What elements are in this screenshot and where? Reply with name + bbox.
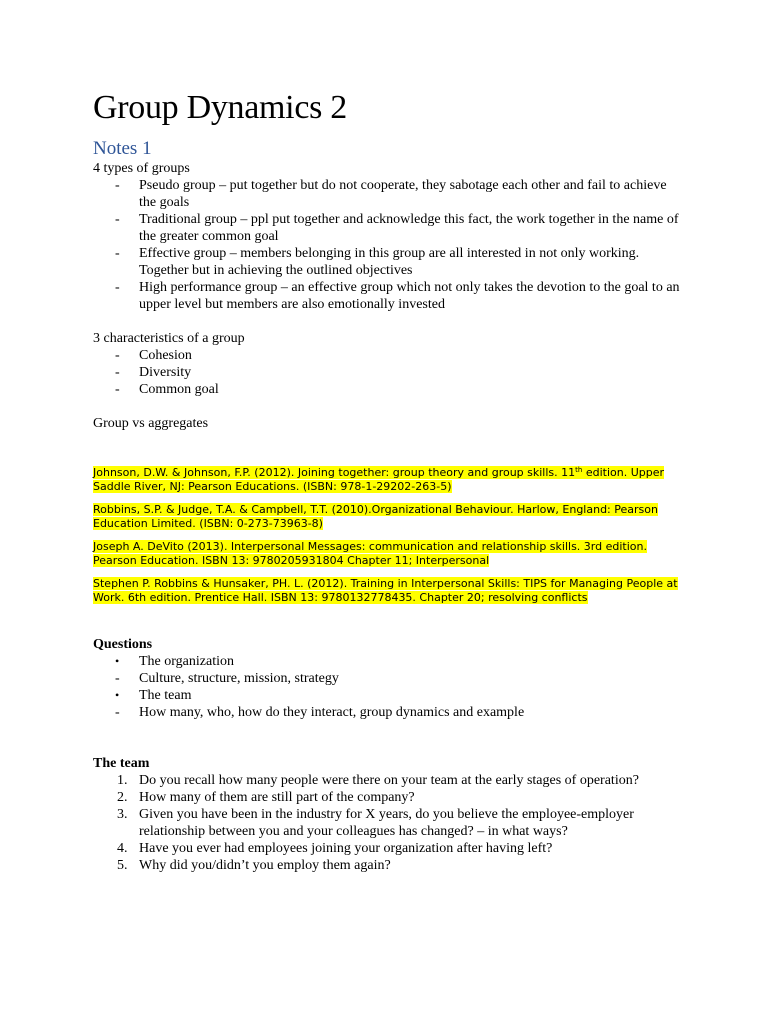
highlighted-text: Joseph A. DeVito (2013). Interpersonal Messages: communication and relationship skills. 3rd edition. Pearson Education. ISBN 13: 9780205931804 Chapter 11; Interpersonal (93, 540, 647, 567)
list-item-text: Given you have been in the industry for X years, do you believe the employee-employer relationship between you and your colleagues has changed? – in what ways? (139, 807, 634, 839)
reference-item (93, 503, 683, 530)
group-types-list (93, 177, 683, 313)
list-item (93, 840, 683, 857)
notes-heading: Notes 1 (93, 138, 152, 159)
number-marker: 5. (117, 858, 128, 873)
dash-marker: - (115, 348, 120, 363)
bullet-marker: • (115, 654, 120, 668)
list-item-text: Culture, structure, mission, strategy (139, 671, 339, 686)
list-item-text: How many, who, how do they interact, group dynamics and example (139, 705, 525, 720)
list-item (93, 347, 683, 364)
list-item (93, 857, 683, 874)
document-page (93, 88, 683, 874)
list-item (93, 687, 683, 704)
list-item (93, 279, 683, 313)
list-item-text: The team (139, 688, 192, 703)
types-intro: 4 types of groups (93, 161, 190, 176)
references-block (93, 466, 683, 604)
team-heading: The team (93, 756, 150, 771)
list-item (93, 806, 683, 840)
questions-list (93, 653, 683, 721)
superscript: th (575, 466, 583, 474)
team-questions-list (93, 772, 683, 874)
highlighted-text: Stephen P. Robbins & Hunsaker, PH. L. (2012). Training in Interpersonal Skills: TIPS for Managing People at Work. 6th edition. Prentice Hall. ISBN 13: 9780132778435. Chapter 20; resolving conflicts (93, 577, 678, 604)
list-item-text: Do you recall how many people were there on your team at the early stages of operation? (139, 773, 639, 788)
list-item-text: Traditional group – ppl put together and acknowledge this fact, the work together in the name of the greater common goal (139, 212, 679, 244)
list-item-text: Effective group – members belonging in this group are all interested in not only working. Together but in achieving the outlined objectives (139, 246, 640, 278)
aggregates-line: Group vs aggregates (93, 416, 209, 431)
characteristics-list (93, 347, 683, 398)
list-item (93, 381, 683, 398)
characteristics-intro: 3 characteristics of a group (93, 331, 245, 346)
list-item-text: Cohesion (139, 348, 192, 363)
dash-marker: - (115, 705, 120, 720)
number-marker: 3. (117, 807, 128, 822)
list-item (93, 245, 683, 279)
list-item (93, 789, 683, 806)
list-item (93, 211, 683, 245)
list-item-text: The organization (139, 654, 234, 669)
list-item (93, 704, 683, 721)
number-marker: 2. (117, 790, 128, 805)
list-item-text: How many of them are still part of the company? (139, 790, 415, 805)
reference-item (93, 466, 683, 493)
list-item-text: High performance group – an effective group which not only takes the devotion to the goal to an upper level but members are also emotionally invested (139, 280, 680, 312)
reference-item (93, 540, 683, 567)
dash-marker: - (115, 178, 120, 193)
list-item (93, 653, 683, 670)
reference-item (93, 577, 683, 604)
number-marker: 4. (117, 841, 128, 856)
number-marker: 1. (117, 773, 128, 788)
dash-marker: - (115, 246, 120, 261)
dash-marker: - (115, 280, 120, 295)
highlighted-text: Robbins, S.P. & Judge, T.A. & Campbell, T.T. (2010).Organizational Behaviour. Harlow, England: Pearson Education Limited. (ISBN: 0-273-73963-8) (93, 503, 658, 530)
list-item-text: Why did you/didn’t you employ them again? (139, 858, 391, 873)
list-item (93, 177, 683, 211)
list-item (93, 772, 683, 789)
highlighted-text: Johnson, D.W. & Johnson, F.P. (2012). Joining together: group theory and group skills. 11th edition. Upper Saddle River, NJ: Pearson Educations. (ISBN: 978-1-29202-263-5) (93, 466, 665, 493)
dash-marker: - (115, 212, 120, 227)
dash-marker: - (115, 382, 120, 397)
list-item (93, 364, 683, 381)
list-item-text: Diversity (139, 365, 192, 380)
list-item (93, 670, 683, 687)
dash-marker: - (115, 365, 120, 380)
bullet-marker: • (115, 688, 120, 702)
list-item-text: Have you ever had employees joining your organization after having left? (139, 841, 553, 856)
dash-marker: - (115, 671, 120, 686)
document-title: Group Dynamics 2 (93, 89, 347, 126)
questions-heading: Questions (93, 637, 153, 652)
list-item-text: Pseudo group – put together but do not cooperate, they sabotage each other and fail to achieve the goals (139, 178, 667, 210)
list-item-text: Common goal (139, 382, 219, 397)
